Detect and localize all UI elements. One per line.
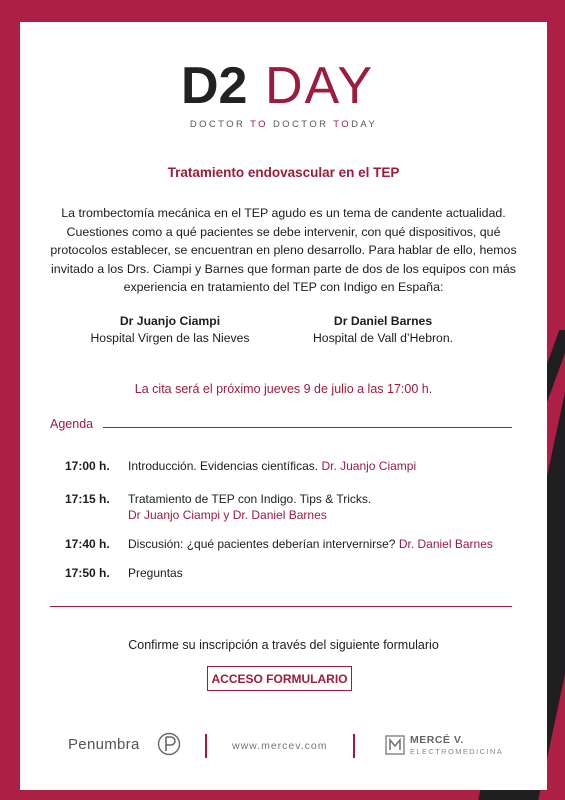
tagline-part: DAY — [351, 119, 378, 130]
tagline-part: DOCTOR — [189, 119, 251, 130]
footer-separator — [353, 734, 355, 758]
footer-separator — [205, 734, 207, 758]
penumbra-logo-text: Penumbra — [68, 736, 140, 753]
intro-paragraph: La trombectomía mecánica en el TEP agudo es un tema de candente actualidad. Cuestiones como a qué pacientes se debe intervenir, con qué dispositivos, qué protocolos establecer, se encuentran en pleno desarrollo. Para hablar de ello, hemos invitado a los Drs. Ciampi y Barnes que forman parte de dos de los equipos con más experiencia en tratamiento del TEP con Indigo en España: — [50, 206, 517, 294]
tagline-part: DOCTOR — [267, 119, 334, 130]
doctor-card-barnes — [268, 313, 498, 347]
merce-logo-icon — [385, 735, 405, 755]
doctor-name: Dr Juanjo Ciampi — [119, 314, 221, 328]
website-link[interactable]: www.mercev.com — [232, 740, 328, 752]
agenda-text — [128, 459, 528, 475]
doctor-card-ciampi — [55, 313, 285, 347]
form-access-button[interactable]: ACCESO FORMULARIO — [207, 666, 352, 691]
agenda-topic: Tratamiento de TEP con Indigo. Tips & Tricks. — [128, 492, 372, 506]
agenda-divider — [103, 427, 512, 428]
agenda-time: 17:40 h. — [65, 537, 110, 551]
doctor-name: Dr Daniel Barnes — [333, 314, 433, 328]
agenda-text — [128, 566, 528, 582]
agenda-text — [128, 537, 528, 553]
tagline-accent: TO — [250, 119, 268, 130]
invitation-card — [20, 22, 547, 790]
d2day-logo-mark — [179, 58, 389, 110]
agenda-topic: Introducción. Evidencias científicas. — [128, 459, 322, 473]
page-title: Tratamiento endovascular en el TEP — [167, 165, 400, 180]
agenda-speaker: Dr. Juanjo Ciampi — [321, 459, 417, 473]
doctor-hospital: Hospital de Vall d’Hebron. — [312, 331, 453, 345]
agenda-time: 17:15 h. — [65, 492, 110, 506]
footer — [20, 730, 547, 760]
d2day-logo — [20, 58, 547, 130]
agenda-heading: Agenda — [50, 417, 94, 431]
logo-day-text: DAY — [264, 58, 374, 110]
merce-logo-subtitle: ELECTROMEDICINA — [410, 747, 504, 756]
agenda-bottom-divider — [50, 606, 512, 607]
agenda-speaker: Dr. Daniel Barnes — [398, 537, 493, 551]
agenda-time: 17:00 h. — [65, 459, 110, 473]
agenda-speaker: Dr Juanjo Ciampi y Dr. Daniel Barnes — [128, 507, 327, 522]
logo-tagline — [20, 119, 547, 130]
agenda-topic: Preguntas — [128, 566, 183, 580]
penumbra-logo-icon — [157, 732, 181, 756]
logo-d2-text: D2 — [180, 58, 247, 110]
agenda-text — [128, 492, 528, 523]
agenda-topic: Discusión: ¿qué pacientes deberían intervernirse? — [128, 537, 399, 551]
event-date: La cita será el próximo jueves 9 de julio a las 17:00 h. — [134, 382, 433, 396]
tagline-accent: TO — [333, 119, 352, 130]
doctor-hospital: Hospital Virgen de las Nieves — [90, 331, 250, 345]
agenda-time: 17:50 h. — [65, 566, 110, 580]
merce-logo-name: MERCÉ V. — [410, 734, 464, 746]
confirm-text: Confirme su inscripción a través del siguiente formulario — [128, 638, 439, 652]
